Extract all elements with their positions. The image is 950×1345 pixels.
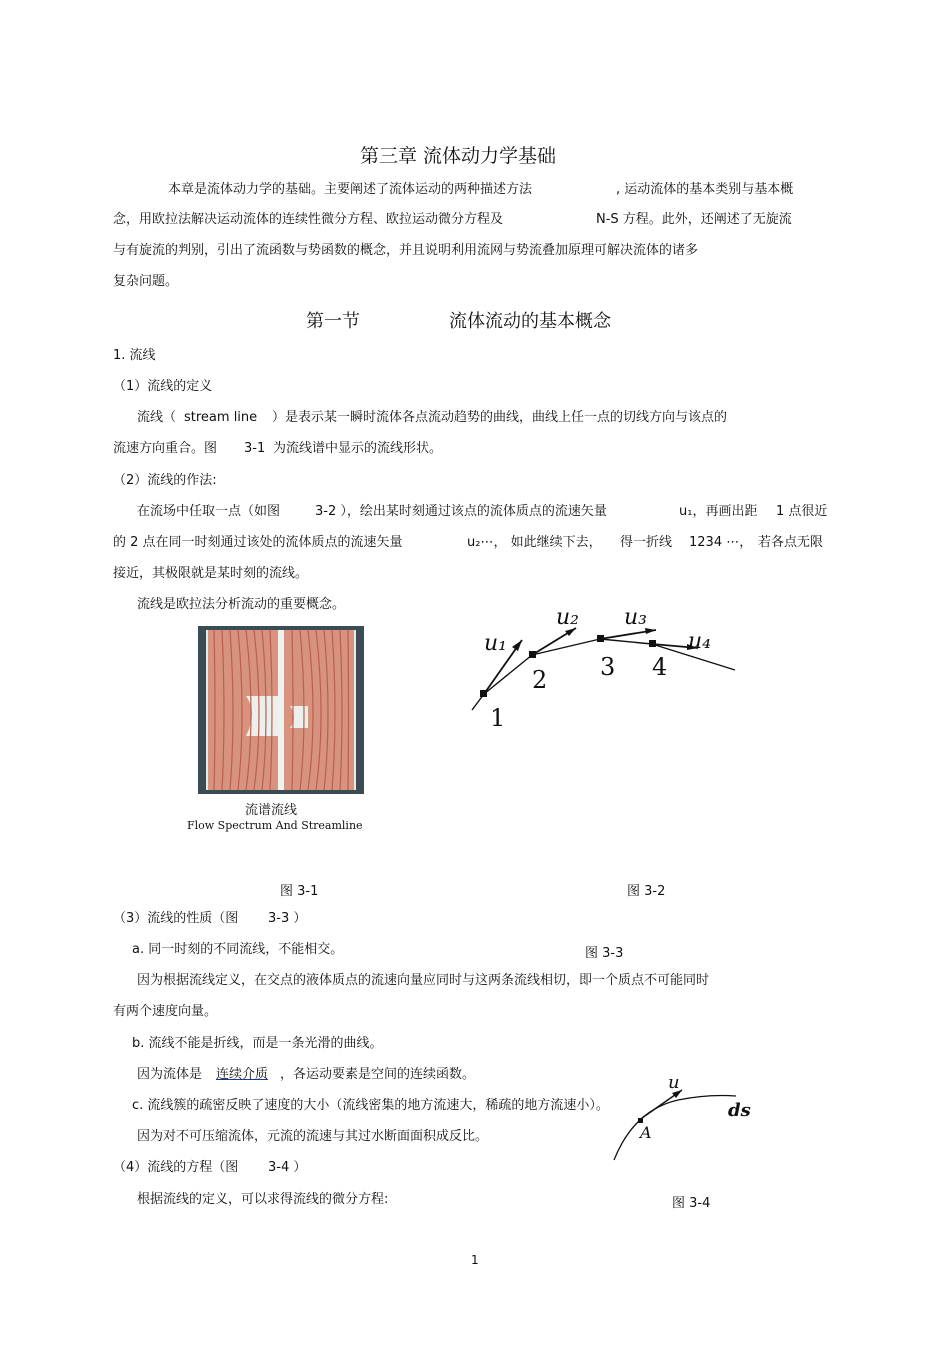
figure-3-1-caption: 图 3-1 (280, 884, 319, 899)
intro-line-2a: 念，用欧拉法解决运动流体的连续性微分方程、欧拉运动微分方程及 (113, 212, 504, 227)
equation-heading: （4）流线的方程（图 (113, 1160, 239, 1175)
equation-heading-b: 3-4 ） (268, 1160, 307, 1175)
point-2-label: 2 (532, 666, 548, 694)
u1-label: u₁ (484, 631, 507, 656)
method-line-3: 接近，其极限就是某时刻的流线。 (113, 566, 309, 581)
section-number: 第一节 (306, 311, 360, 332)
intro-line-1a: 本章是流体动力学的基础。主要阐述了流体运动的两种描述方法 (168, 182, 533, 197)
method-line-1b: 3-2 ），绘出某时刻通过该点的流体质点的流速矢量 (315, 504, 607, 519)
property-c-line-1: 因为对不可压缩流体，元流的流速与其过水断面面积成反比。 (137, 1129, 489, 1144)
properties-heading-b: 3-3 ） (268, 911, 307, 926)
photo-caption-cn: 流谱流线 (245, 803, 298, 818)
point-1-label: 1 (490, 704, 506, 732)
figure-3-4-caption: 图 3-4 (672, 1196, 711, 1211)
method-line-2d: 1234 ⋯， (689, 535, 753, 550)
property-a-line-1: 因为根据流线定义，在交点的液体质点的流速向量应同时与这两条流线相切，即一个质点不可能同时 (137, 973, 710, 988)
polyline-diagram (460, 600, 750, 735)
point-3-label: 3 (600, 653, 616, 681)
properties-heading: （3）流线的性质（图 (113, 911, 239, 926)
flow-spectrum-photo (198, 626, 364, 794)
subsection-heading: 1. 流线 (113, 348, 156, 363)
intro-line-1b: , 运动流体的基本类别与基本概 (616, 182, 794, 197)
property-a-line-2: 有两个速度向量。 (113, 1004, 218, 1019)
property-b-line-1a: 因为流体是 (137, 1067, 203, 1082)
u4-label: u₄ (688, 629, 711, 654)
page-number: 1 (471, 1253, 479, 1267)
property-c: c. 流线簇的疏密反映了速度的大小（流线密集的地方流速大，稀疏的地方流速小）。 (132, 1098, 609, 1113)
method-line-2a: 的 2 点在同一时刻通过该处的流体质点的流速矢量 (113, 535, 403, 550)
method-heading: （2）流线的作法: (113, 473, 217, 488)
method-line-2e: 若各点无限 (758, 535, 824, 550)
chapter-title: 第三章 流体动力学基础 (360, 145, 557, 167)
equation-line-1: 根据流线的定义，可以求得流线的微分方程: (137, 1192, 389, 1207)
definition-line-2b: 3-1 (244, 441, 266, 456)
streamline-tangent-diagram (608, 1070, 758, 1164)
point-4-label: 4 (652, 653, 668, 681)
figure-3-3-caption: 图 3-3 (585, 946, 624, 961)
continuous-medium-link[interactable]: 连续介质 (216, 1067, 269, 1082)
property-b-line-1c: ，各运动要素是空间的连续函数。 (280, 1067, 476, 1082)
method-line-2c: 得一折线 (620, 535, 673, 550)
method-line-1d: 1 点很近 (776, 504, 828, 519)
definition-heading: （1）流线的定义 (113, 379, 213, 394)
intro-line-3: 与有旋流的判别，引出了流函数与势函数的概念，并且说明利用流网与势流叠加原理可解决流体的诸多 (113, 243, 699, 258)
method-line-1a: 在流场中任取一点（如图 (137, 504, 281, 519)
property-a: a. 同一时刻的不同流线，不能相交。 (132, 942, 344, 957)
method-line-2b: u₂⋯， 如此继续下去， (467, 535, 602, 550)
ds-label: ds (728, 1100, 751, 1121)
intro-line-4: 复杂问题。 (113, 274, 179, 289)
method-line-4: 流线是欧拉法分析流动的重要概念。 (137, 597, 346, 612)
u-label: u (668, 1072, 680, 1093)
section-title: 流体流动的基本概念 (449, 311, 611, 332)
definition-line-1a: 流线（ (137, 410, 177, 425)
definition-line-2a: 流速方向重合。图 (113, 441, 218, 456)
point-a-label: A (640, 1123, 652, 1142)
property-b: b. 流线不能是折线，而是一条光滑的曲线。 (132, 1036, 383, 1051)
definition-line-2c: 为流线谱中显示的流线形状。 (273, 441, 443, 456)
u2-label: u₂ (556, 605, 579, 630)
figure-3-2-caption: 图 3-2 (627, 884, 666, 899)
photo-caption-en: Flow Spectrum And Streamline (187, 819, 363, 832)
method-line-1c: u₁，再画出距 (679, 504, 758, 519)
definition-line-1c: ）是表示某一瞬时流体各点流动趋势的曲线，曲线上任一点的切线方向与该点的 (272, 410, 728, 425)
definition-line-1b: stream line (184, 410, 258, 425)
u3-label: u₃ (624, 605, 647, 630)
intro-line-2b: N-S 方程。此外，还阐述了无旋流 (596, 212, 792, 227)
